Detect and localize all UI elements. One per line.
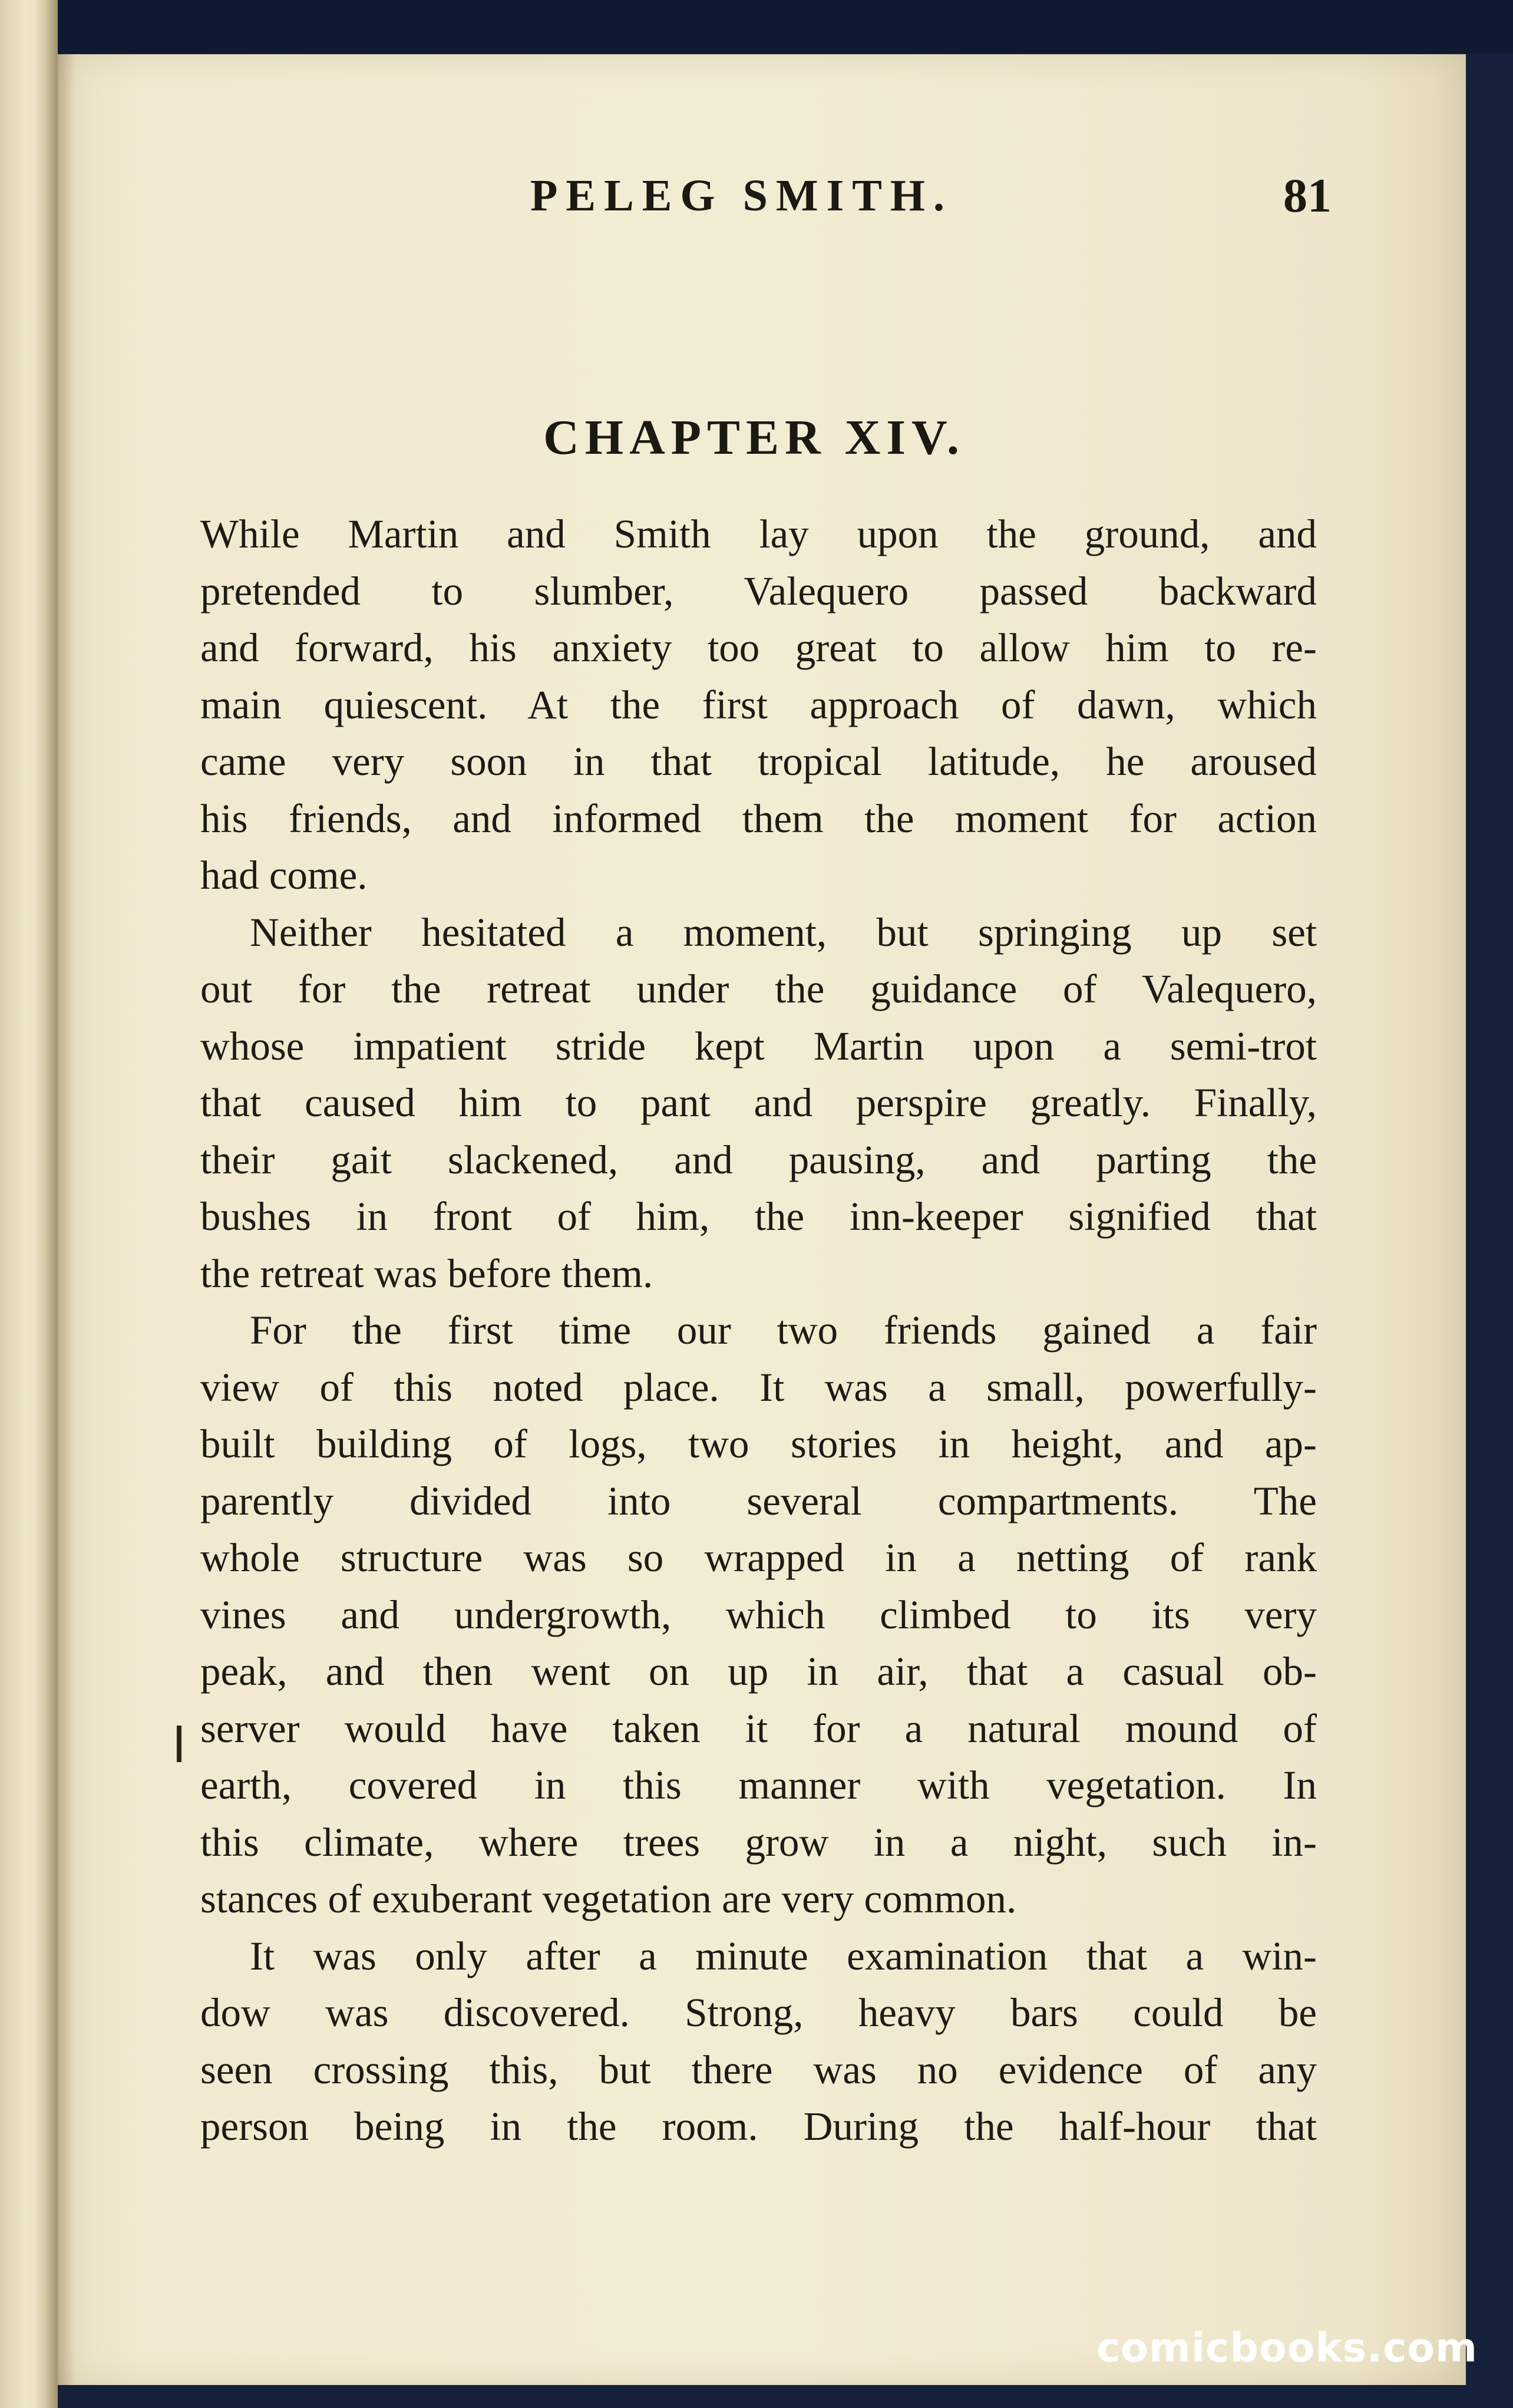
text-line: For the first time our two friends gained a fair — [250, 1308, 1317, 1353]
text-line: bushes in front of him, the inn-keeper signified that — [200, 1194, 1317, 1239]
text-line: Neither hesitated a moment, but springing up set — [250, 909, 1317, 955]
text-line: seen crossing this, but there was no evidence of any — [200, 2047, 1317, 2092]
chapter-heading: CHAPTER XIV. — [543, 410, 965, 465]
text-line: their gait slackened, and pausing, and parting the — [200, 1137, 1317, 1182]
page-gutter-shadow — [35, 0, 58, 2408]
text-line: main quiescent. At the first approach of dawn, which — [200, 682, 1317, 727]
text-line: came very soon in that tropical latitude, he aroused — [200, 739, 1317, 784]
text-line: server would have taken it for a natural mound of — [200, 1706, 1317, 1751]
page-fold-shadow — [58, 54, 75, 2385]
text-line: had come. — [200, 853, 368, 898]
page-number: 81 — [1283, 169, 1332, 222]
text-line: peak, and then went on up in air, that a casual ob- — [200, 1649, 1317, 1694]
text-line: While Martin and Smith lay upon the ground, and — [200, 512, 1317, 556]
text-line: out for the retreat under the guidance of Valequero, — [200, 967, 1317, 1011]
text-line: It was only after a minute examination that a win- — [250, 1933, 1317, 1978]
text-line: dow was discovered. Strong, heavy bars could be — [200, 1990, 1317, 2035]
text-line: whose impatient stride kept Martin upon a semi-trot — [200, 1023, 1317, 1068]
text-line: built building of logs, two stories in height, and ap- — [200, 1421, 1317, 1466]
scan-backdrop — [0, 0, 1513, 53]
text-line: his friends, and informed them the moment for action — [200, 796, 1317, 841]
text-line: stances of exuberant vegetation are very common. — [200, 1876, 1017, 1921]
text-line: the retreat was before them. — [200, 1251, 653, 1296]
text-line: view of this noted place. It was a small, powerfully- — [200, 1364, 1317, 1410]
text-line: this climate, where trees grow in a night, such in- — [200, 1819, 1317, 1865]
text-line: and forward, his anxiety too great to allow him to re- — [200, 625, 1317, 670]
body-text — [200, 506, 1317, 2155]
text-line: whole structure was so wrapped in a netting of rank — [200, 1535, 1317, 1580]
text-line: pretended to slumber, Valequero passed backward — [200, 568, 1317, 613]
text-line: that caused him to pant and perspire greatly. Finally, — [200, 1080, 1317, 1125]
text-line: earth, covered in this manner with vegetation. In — [200, 1763, 1317, 1807]
text-line: vines and undergrowth, which climbed to its very — [200, 1592, 1317, 1637]
running-title: PELEG SMITH. — [530, 171, 953, 220]
text-line: parently divided into several compartments. The — [200, 1478, 1317, 1523]
margin-pencil-mark — [177, 1726, 181, 1762]
running-head — [189, 160, 1332, 231]
text-line: person being in the room. During the half-hour that — [200, 2104, 1317, 2149]
watermark: comicbooks.com — [1096, 2325, 1478, 2371]
